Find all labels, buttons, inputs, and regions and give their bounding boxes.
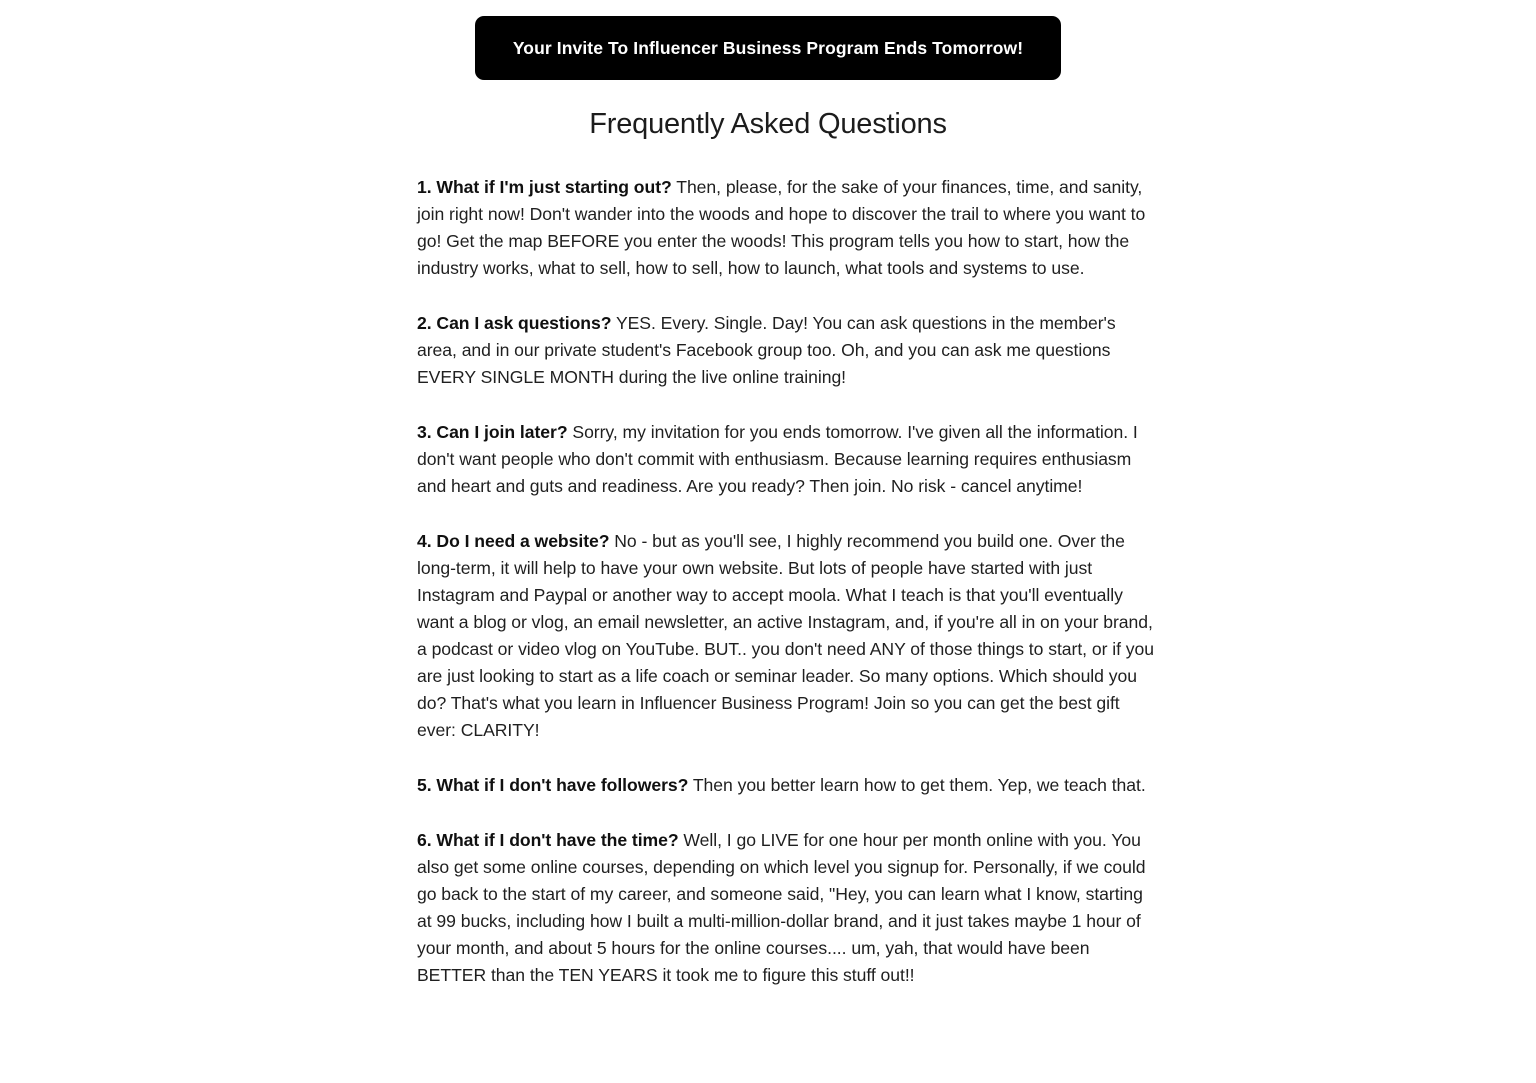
- faq-entry-1: [417, 174, 1157, 282]
- faq-entry-3: [417, 419, 1157, 500]
- announcement-banner-row: [0, 0, 1536, 80]
- faq-answer-6: Well, I go LIVE for one hour per month online with you. You also get some online courses, depending on which level you signup for. Personally, if we could go back to the start of my career, and someone said, "Hey, you can learn what I know, starting at 99 bucks, including how I built a multi-million-dollar brand, and it just takes maybe 1 hour of your month, and about 5 hours for the online courses.... um, yah, that would have been BETTER than the TEN YEARS it took me to figure this stuff out!!: [417, 830, 1146, 985]
- announcement-banner[interactable]: [475, 16, 1061, 80]
- faq-entry-2: [417, 310, 1157, 391]
- faq-answer-4: No - but as you'll see, I highly recommend you build one. Over the long-term, it will help to have your own website. But lots of people have started with just Instagram and Paypal or another way to accept moola. What I teach is that you'll eventually want a blog or vlog, an email newsletter, an active Instagram, and, if you're all in on your brand, a podcast or video vlog on YouTube. BUT.. you don't need ANY of those things to start, or if you are just looking to start as a life coach or seminar leader. So many options. Which should you do? That's what you learn in Influencer Business Program! Join so you can get the best gift ever: CLARITY!: [417, 531, 1154, 740]
- faq-answer-1: Then, please, for the sake of your finances, time, and sanity, join right now! Don't wander into the woods and hope to discover the trail to where you want to go! Get the map BEFORE you enter the woods! This program tells you how to start, how the industry works, what to sell, how to sell, how to launch, what tools and systems to use.: [417, 177, 1146, 278]
- faq-entry-6: [417, 827, 1157, 989]
- faq-entry-4: [417, 528, 1157, 744]
- faq-answer-3: Sorry, my invitation for you ends tomorrow. I've given all the information. I don't want people who don't commit with enthusiasm. Because learning requires enthusiasm and heart and guts and readiness. Are you ready? Then join. No risk - cancel anytime!: [417, 422, 1138, 496]
- faq-question-3: 3. Can I join later?: [417, 422, 568, 442]
- faq-question-1: 1. What if I'm just starting out?: [417, 177, 672, 197]
- faq-question-6: 6. What if I don't have the time?: [417, 830, 679, 850]
- faq-answer-2: YES. Every. Single. Day! You can ask questions in the member's area, and in our private student's Facebook group too. Oh, and you can ask me questions EVERY SINGLE MONTH during the live online training!: [417, 313, 1116, 387]
- faq-question-4: 4. Do I need a website?: [417, 531, 610, 551]
- faq-answer-5: Then you better learn how to get them. Yep, we teach that.: [692, 775, 1146, 795]
- faq-entry-5: [417, 772, 1157, 799]
- page-title: Frequently Asked Questions: [589, 108, 947, 140]
- faq-question-5: 5. What if I don't have followers?: [417, 775, 689, 795]
- faq-list: [417, 141, 1157, 989]
- faq-question-2: 2. Can I ask questions?: [417, 313, 612, 333]
- announcement-banner-text: Your Invite To Influencer Business Program Ends Tomorrow!: [512, 37, 1024, 58]
